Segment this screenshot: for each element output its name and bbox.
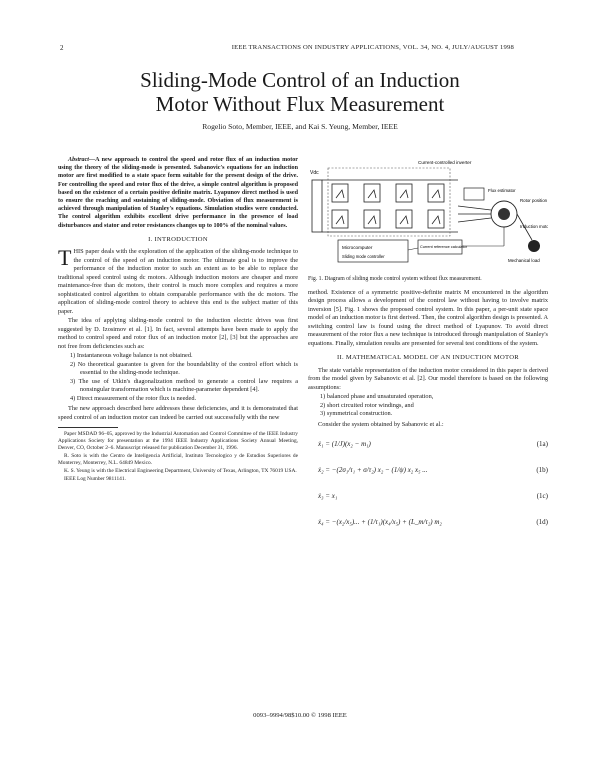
title-line-2: Motor Without Flux Measurement	[155, 92, 445, 116]
running-head: IEEE TRANSACTIONS ON INDUSTRY APPLICATIONS, VOL. 34, NO. 4, JULY/AUGUST 1998	[231, 44, 514, 51]
mechanical-load-symbol	[528, 240, 540, 252]
inverter-label: Current-controlled inverter	[418, 160, 472, 165]
footnotes	[58, 431, 298, 483]
equation-expression: ẋ₁ = (1/J)(x₂ − m₁)	[318, 439, 371, 448]
right-paragraph-3: Consider the system obtained by Sabanovic et al.:	[318, 420, 444, 428]
copyright-footer: 0093–9994/98$10.00 © 1998 IEEE	[253, 712, 347, 719]
section-2-heading: II. MATHEMATICAL MODEL OF AN INDUCTION MOTOR	[336, 354, 519, 361]
list-item: 1) Instantaneous voltage balance is not obtained.	[70, 352, 193, 360]
control-label: Sliding mode controller	[342, 254, 385, 259]
list-item: 2) No theoretical guarantee is given for the boundability of the control effort which is essential to the sliding-mode technique.	[70, 360, 298, 377]
title-line-1: Sliding-Mode Control of an Induction	[140, 68, 460, 92]
inverter-bridge	[332, 184, 444, 228]
list-item: 4) Direct measurement of the rotor flux is needed.	[70, 394, 197, 402]
authors: Rogelio Soto, Member, IEEE, and Kai S. Yeung, Member, IEEE	[202, 122, 398, 131]
equation-number: (1b)	[536, 465, 548, 474]
intro-paragraph-3: The new approach described here addresses these deficiencies, and it is demonstrated that speed control of an induction motor can indeed be carried out successfully with the new	[58, 405, 298, 421]
footnote: K. S. Yeung is with the Electrical Engineering Department, University of Texas, Arlington, TX 76019 USA.	[64, 468, 297, 475]
section-1-heading: I. INTRODUCTION	[148, 235, 208, 243]
paper-title	[0, 68, 600, 116]
assumption-list	[308, 393, 548, 419]
equation-1a	[318, 433, 548, 455]
right-paragraph-1: method. Existence of a symmetric positive-definite matrix M encountered in the algorithm design process allows a development of the control law without having to involve matrix inversion [5]. Fig. 1 shows the proposed control system. In this paper, a per-unit state space model of an induction motor is first derived. Then, the control algorithm design is presented. A switching control law is found using the direct method of Lyapunov. To avoid direct measurement of the rotor flux a new technique is introduced through manipulation of Stanley's equations. Finally, simulation results are presented for several test conditions of the system.	[308, 288, 548, 347]
load-label: Mechanical load	[508, 258, 540, 263]
intro-paragraph-1-text: HIS paper deals with the exploration of the application of the sliding-mode technique to the control of the speed of an induction motor. The ultimate goal is to improve the performance of the induction motor to such an extent as to be able to replace the traditional speed control using dc motors. Although induction motors are cheaper and more maintenance-free than dc motors, their control is much more complex and requires a more sophisticated control algorithm to obtain comparable performance with the dc motors. The application of sliding-mode control theory to achieve this end is the subject matter of this paper.	[58, 248, 298, 315]
intro-paragraph-2: The idea of applying sliding-mode control to the induction electric drives was first suggested by D. Izosimov et al. [1]. In fact, several attempts have been made to apply the method to control speed and rotor flux of an induction motor [2], [3] but the approaches are not free from deficiencies such as:	[58, 317, 298, 350]
figure-1-caption: Fig. 1. Diagram of sliding mode control system without flux measurement.	[308, 275, 482, 282]
list-item: 3) symmetrical construction.	[320, 410, 393, 417]
equation-number: (1c)	[536, 491, 548, 500]
footnote: Paper MSDAD 96–05, approved by the Industrial Automation and Control Committee of the IEEE Industry Applications Society for presentation at the 1994 IEEE Industry Applications Society Annual Meeting, Denver, CO, October 2–6. Manuscript released for publication December 31, 1996.	[58, 431, 298, 452]
dc-source	[312, 180, 322, 232]
intro-paragraph-1	[58, 245, 298, 316]
right-paragraph-2: The state variable representation of the induction motor considered in this paper is derived from the model given by Sabanovic et al. [2]. Our model therefore is based on the following assumptions:	[308, 366, 548, 391]
current-label: Current reference calculator	[420, 245, 468, 249]
equation-expression: ẋ₄ = −(x₂/x₅)... + (1/τ₁)(x₄/x₅) + (L_m/τ₂) m₂	[318, 517, 442, 526]
rotor-label: Rotor position	[520, 198, 548, 203]
equation-number: (1d)	[536, 517, 548, 526]
list-item: 1) balanced phase and unsaturated operation,	[320, 393, 434, 400]
micro-label: Microcomputer	[342, 245, 373, 250]
right-column	[308, 158, 548, 537]
flux-label: Flux estimator	[488, 188, 516, 193]
list-item: 3) The use of Utkin's diagonalization method to generate a control law requires a nonsingular transformation which is machine-parameter dependent [4].	[70, 377, 298, 394]
page-number: 2	[60, 44, 64, 52]
rotor-symbol	[498, 208, 510, 220]
left-column	[58, 156, 298, 484]
abstract-label: Abstract—	[68, 157, 96, 163]
equation-1b	[318, 459, 548, 481]
abstract	[58, 156, 298, 230]
footnote: IEEE Log Number 9811141.	[64, 476, 126, 483]
figure-1-diagram	[308, 158, 548, 268]
footnote: R. Soto is with the Centro de Inteligencia Artificial, Instituto Tecnologico y de Estudios Superiores de Monterrey, Monterrey, N.L. 64849 Mexico.	[58, 453, 298, 467]
equation-1d	[318, 511, 548, 533]
equation-1c	[318, 485, 548, 507]
dropcap: T	[58, 245, 72, 271]
footnote-rule	[58, 427, 118, 428]
equation-expression: ẋ₃ = x₁	[318, 491, 338, 500]
list-item: 2) short circuited rotor windings, and	[320, 401, 414, 409]
deficiency-list	[58, 352, 298, 403]
motor-label: Induction motor	[520, 224, 548, 229]
abstract-text: A new approach to control the speed and rotor flux of an induction motor using the theory of the sliding-mode is presented. Sabanovic's equations for an induction motor are first modified to a state space form suitable for the present design of the drive. For controlling the speed and rotor flux of the drive, a simple control algorithm is proposed based on the existence of a certain positive definite matrix. Lyapunov direct method is used to ensure the reaching and sustaining of sliding-mode. Obviation of flux measurement is achieved through manipulation of Stanley's equations. Simulation studies were conducted. The control algorithm exhibits excellent drive performance in the presence of load disturbances and stator and rotor resistances changes up to 100% of the nominal values.	[58, 157, 298, 229]
vdc-label: Vdc	[310, 170, 319, 176]
flux-estimator-box	[464, 188, 484, 200]
equation-number: (1a)	[536, 439, 548, 448]
equation-expression: ẋ₂ = −(2σ₁/τ₁ + σ/τ₂) x₂ − (1/ψ) x₂ x₅ ...	[318, 465, 428, 474]
